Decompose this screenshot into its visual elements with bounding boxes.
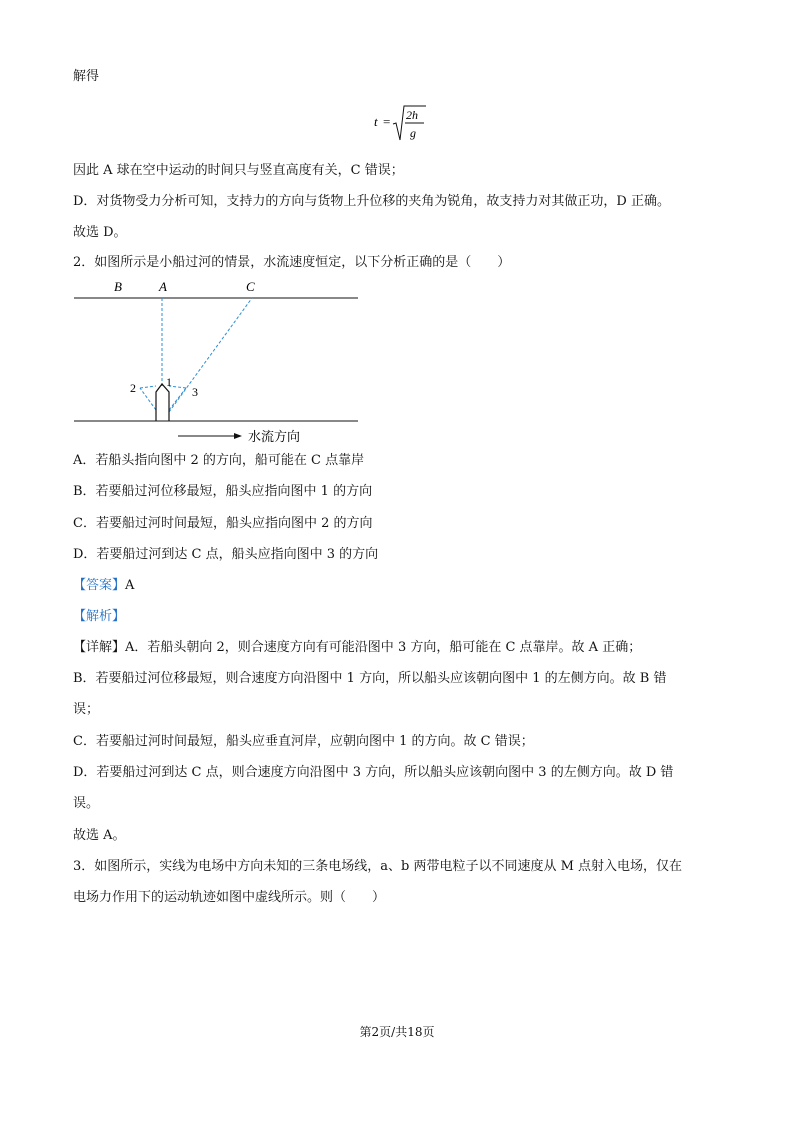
formula-t-var: t [374, 114, 378, 129]
detail-tag: 【详解】 [73, 640, 126, 655]
answer-value: A [125, 578, 135, 593]
formula-t [374, 102, 434, 146]
detail-b-cont: 误； [73, 702, 100, 717]
option-c: C．若要船过河时间最短，船头应指向图中 2 的方向 [73, 516, 373, 531]
question-2: 2．如图所示是小船过河的情景，水流速度恒定，以下分析正确的是（ ） [73, 255, 511, 270]
direction-2-label: 2 [130, 381, 136, 395]
detail-a-line [73, 639, 641, 657]
boat-river-diagram [70, 274, 370, 450]
analysis-tag: 【解析】 [73, 609, 126, 624]
point-a-label: A [159, 279, 167, 294]
detail-c: C．若要船过河时间最短，船头应垂直河岸，应朝向图中 1 的方向。故 C 错误； [73, 734, 534, 749]
detail-d-cont: 误。 [73, 796, 100, 811]
formula-eq: = [383, 114, 391, 129]
detail-d: D．若要船过河到达 C 点，则合速度方向沿图中 3 方向，所以船头应该朝向图中 3 的左侧方向。故 D 错 [73, 765, 674, 780]
point-c-label: C [246, 279, 255, 294]
text-line: D．对货物受力分析可知，支持力的方向与货物上升位移的夹角为锐角，故支持力对其做正功，D 正确。 [73, 194, 670, 209]
option-b: B．若要船过河位移最短，船头应指向图中 1 的方向 [73, 484, 373, 499]
option-a: A．若船头指向图中 2 的方向，船可能在 C 点靠岸 [73, 453, 365, 468]
text-line: 因此 A 球在空中运动的时间只与竖直高度有关，C 错误； [73, 163, 404, 178]
direction-3-label: 3 [192, 385, 198, 399]
question-3: 3．如图所示，实线为电场中方向未知的三条电场线，a、b 两带电粒子以不同速度从 M 点射入电场，仅在 [73, 859, 683, 874]
detail-b: B．若要船过河位移最短，则合速度方向沿图中 1 方向，所以船头应该朝向图中 1 的左侧方向。故 B 错 [73, 671, 667, 686]
point-b-label: B [114, 279, 122, 294]
answer-line [73, 577, 134, 595]
option-d: D．若要船过河到达 C 点，船头应指向图中 3 的方向 [73, 547, 379, 562]
question-3-cont: 电场力作用下的运动轨迹如图中虚线所示。则（ ） [73, 890, 386, 905]
flow-direction-label: 水流方向 [248, 430, 301, 445]
answer-tag: 【答案】 [73, 578, 126, 593]
page-footer: 第2页/共18页 [359, 1025, 435, 1039]
direction-1-label: 1 [166, 375, 172, 389]
text-line: 故选 D。 [73, 225, 127, 240]
conclusion: 故选 A。 [73, 828, 126, 843]
formula-num: 2h [406, 108, 418, 122]
formula-den: g [410, 126, 416, 140]
text-line: 解得 [73, 69, 100, 84]
detail-a: A．若船头朝向 2，则合速度方向有可能沿图中 3 方向，船可能在 C 点靠岸。故 A 正确； [125, 640, 642, 655]
